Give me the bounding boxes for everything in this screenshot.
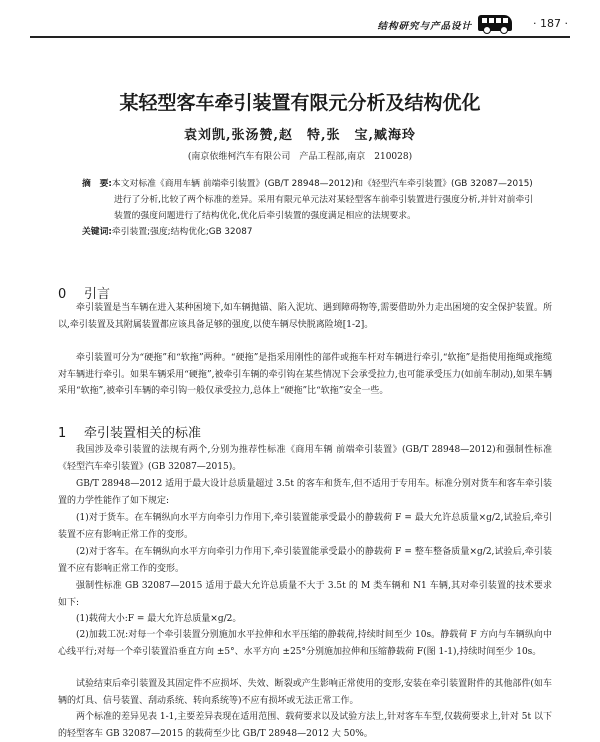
abstract-text: 本文对标准《商用车辆 前端牵引装置》(GB/T 28948—2012)和《轻型汽车牵引装置》(GB 32087—2015)进行了分析,比较了两个标准的差异。采用有限元单元法对某轻型客车前牵引装置进行强度分析,并针对前牵引装置的强度问题进行了结构优化,优化后牵引装置的强度满足相应的法规要求。 <box>111 179 534 221</box>
paragraph: 两个标准的差异见表 1-1,主要差异表现在适用范围、载荷要求以及试验方法上,针对客车车型,仅载荷要求上,针对 5t 以下的轻型客车 GB 32087—2015 的载荷至少比 GB/T 28948—2012 大 50%。 <box>58 712 552 739</box>
paragraph: 试验结束后牵引装置及其固定件不应损坏、失效、断裂或产生影响正常使用的变形,安装在牵引装置附件的其他部件(如车辆的灯具、信号装置、刮动系统、转向系统等)不应有损坏或无法正常工作。 <box>58 679 552 706</box>
bus-icon <box>478 15 512 31</box>
abstract-label: 摘 要: <box>82 179 112 189</box>
paper-title: 某轻型客车牵引装置有限元分析及结构优化 <box>119 92 481 114</box>
section-number: 0 <box>58 287 67 302</box>
abstract <box>82 176 538 240</box>
running-header <box>0 14 600 38</box>
section-heading <box>58 422 201 441</box>
paragraph: GB/T 28948—2012 适用于最大设计总质量超过 3.5t 的客车和货车,但不适用于专用车。标准分别对货车和客车牵引装置的力学性能作了如下规定: <box>58 479 552 506</box>
paragraph: (2)对于客车。在车辆纵向水平方向牵引力作用下,牵引装置能承受最小的静载荷 F = 整车整备质量×g/2,试验后,牵引装置不应有影响正常工作的变形。 <box>58 547 552 574</box>
paragraph: (2)加载工况:对每一个牵引装置分别施加水平拉伸和水平压缩的静载荷,持续时间至少 10s。静载荷 F 方向与车辆纵向中心线平行;对每一个牵引装置沿垂直方向 ±5°、水平方向 ±25°分别施加拉伸和压缩静载荷 F(图 1-1),持续时间至少 10s。 <box>58 630 552 657</box>
keywords-text: 牵引装置;强度;结构优化;GB 32087 <box>111 227 253 237</box>
keywords-label: 关键词: <box>82 227 112 237</box>
header-rule <box>30 36 570 38</box>
section-title: 引言 <box>84 287 111 302</box>
paragraph: 牵引装置是当车辆在进入某种困境下,如车辆抛锚、陷入泥坑、遇到障碍物等,需要借助外力走出困境的安全保护装置。所以,牵引装置及其附属装置都应该具备足够的强度,以使车辆尽快脱离险境[1-2]。 <box>58 303 552 330</box>
section-number: 1 <box>58 426 67 441</box>
authors: 袁刘凯,张汤赞,赵 特,张 宝,臧海玲 <box>183 128 417 143</box>
section-title: 牵引装置相关的标准 <box>84 426 202 441</box>
journal-name: 结构研究与产品设计 <box>377 21 472 32</box>
paragraph: 强制性标准 GB 32087—2015 适用于最大允许总质量不大于 3.5t 的 M 类车辆和 N1 车辆,其对牵引装置的技术要求如下: <box>58 581 552 608</box>
paragraph: 我国涉及牵引装置的法规有两个,分别为推荐性标准《商用车辆 前端牵引装置》(GB/T 28948—2012)和强制性标准《轻型汽车牵引装置》(GB 32087—2015)。 <box>58 445 552 472</box>
page-number: · 187 · <box>533 17 568 30</box>
affiliation: (南京依维柯汽车有限公司 产品工程部,南京 210028) <box>187 152 413 162</box>
paragraph: (1)载荷大小:F = 最大允许总质量×g/2。 <box>76 614 242 624</box>
paragraph: (1)对于货车。在车辆纵向水平方向牵引力作用下,牵引装置能承受最小的静载荷 F = 最大允许总质量×g/2,试验后,牵引装置不应有影响正常工作的变形。 <box>58 513 552 540</box>
paragraph: 牵引装置可分为“硬拖”和“软拖”两种。“硬拖”是指采用刚性的部件或拖车杆对车辆进行牵引,“软拖”是指使用拖绳或拖缆对车辆进行牵引。如果车辆采用“硬拖”,被牵引车辆的牵引钩在某些情况下会承受拉力,也可能承受压力(如前车制动),如果车辆采用“软拖”,被牵引车辆的牵引钩一般仅承受拉力,总体上“硬拖”比“软拖”安全一些。 <box>58 353 552 396</box>
